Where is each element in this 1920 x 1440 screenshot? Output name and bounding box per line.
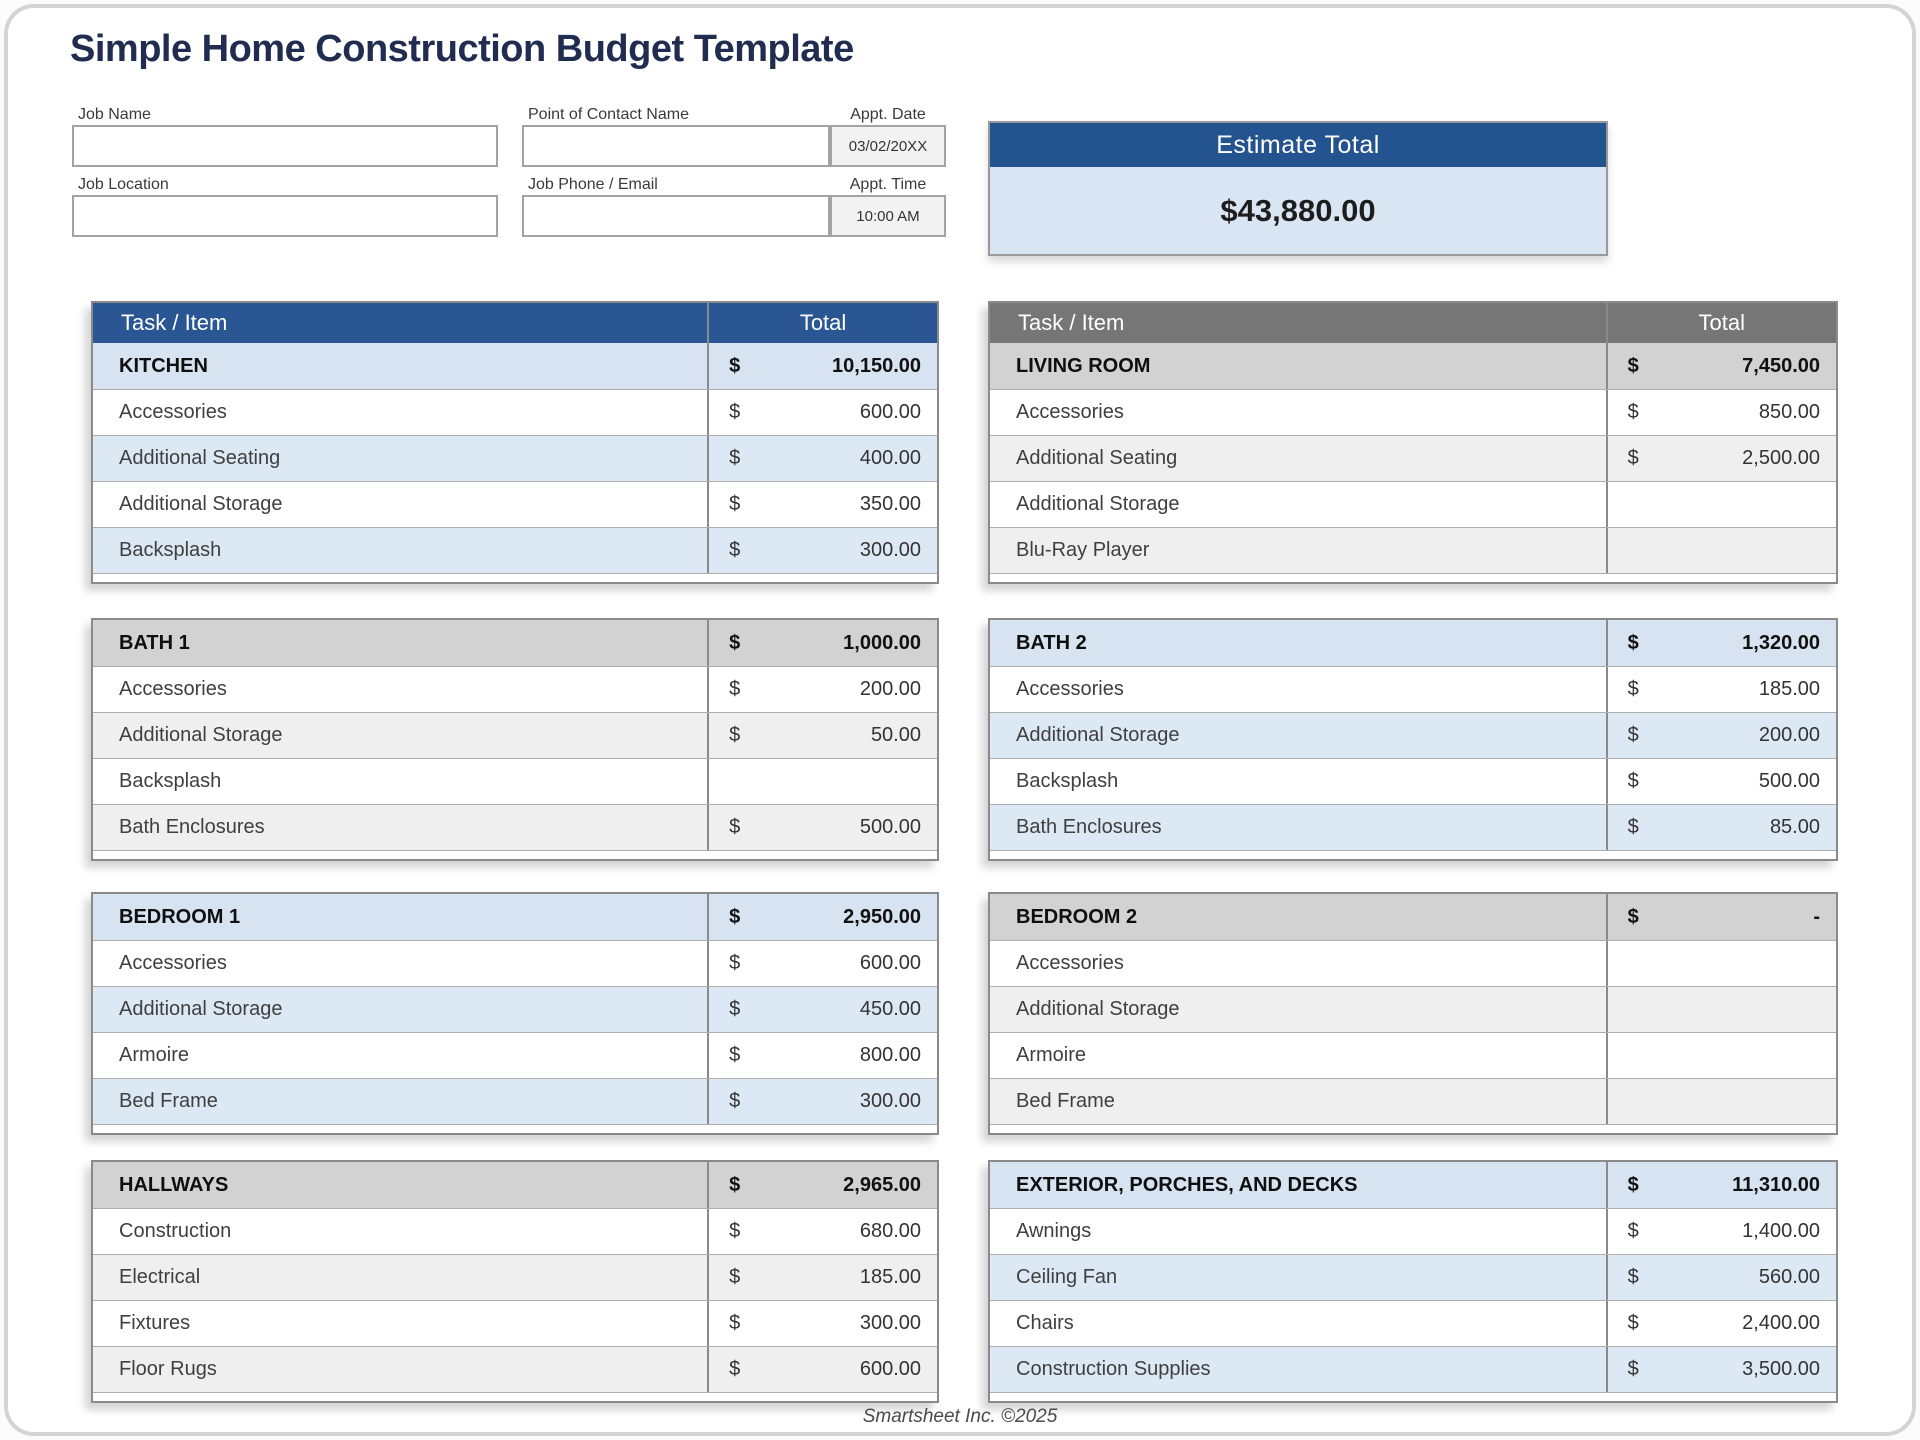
- currency-symbol: $: [729, 354, 741, 377]
- currency-symbol: $: [729, 724, 741, 746]
- item-name-cell: Bed Frame: [93, 1079, 709, 1124]
- item-total-cell: [1608, 805, 1836, 850]
- item-row: [93, 435, 937, 481]
- amount-value: 2,400.00: [1742, 1312, 1820, 1334]
- section-total-cell: [709, 1162, 937, 1208]
- section-row-living-room: [990, 343, 1836, 389]
- item-row: [990, 666, 1836, 712]
- estimate-total-box: [988, 121, 1608, 256]
- item-row: [93, 986, 937, 1032]
- amount-value: 1,000.00: [843, 631, 921, 654]
- item-row: [990, 1078, 1836, 1124]
- amount-value: 2,500.00: [1742, 447, 1820, 469]
- item-total-cell: [709, 987, 937, 1032]
- item-name-cell: Construction: [93, 1209, 709, 1254]
- item-total-cell: [709, 528, 937, 573]
- item-name-cell: Additional Storage: [990, 713, 1608, 758]
- currency-symbol: $: [729, 493, 741, 515]
- section-table-bedroom-1: [91, 892, 939, 1135]
- amount-value: 2,950.00: [843, 905, 921, 928]
- item-row: [990, 1254, 1836, 1300]
- currency-symbol: $: [729, 401, 741, 423]
- amount-value: 50.00: [870, 724, 921, 746]
- amount-value: 500.00: [859, 816, 921, 838]
- partial-row-sliver: [990, 573, 1836, 582]
- currency-symbol: $: [729, 1266, 741, 1288]
- section-table-kitchen: [91, 301, 939, 584]
- currency-symbol: $: [1627, 1358, 1639, 1380]
- currency-symbol: $: [729, 447, 741, 469]
- section-table-hallways: [91, 1160, 939, 1403]
- item-name-cell: Armoire: [93, 1033, 709, 1078]
- item-name-cell: Floor Rugs: [93, 1347, 709, 1392]
- total-header: Total: [799, 310, 847, 335]
- appt-time-label: Appt. Time: [849, 176, 927, 193]
- appt-date-field[interactable]: 03/02/20XX: [830, 125, 946, 167]
- currency-symbol: $: [1627, 354, 1639, 377]
- item-total-cell: [709, 436, 937, 481]
- currency-symbol: $: [1627, 631, 1639, 654]
- item-name-cell: Backsplash: [93, 759, 709, 804]
- currency-symbol: $: [1627, 816, 1639, 838]
- item-row: [93, 1254, 937, 1300]
- section-name-cell: EXTERIOR, PORCHES, AND DECKS: [990, 1162, 1608, 1208]
- section-total-cell: [1608, 1162, 1836, 1208]
- partial-row-sliver: [93, 1392, 937, 1401]
- amount-value: 7,450.00: [1742, 354, 1820, 377]
- amount-value: 2,965.00: [843, 1173, 921, 1196]
- amount-value: 680.00: [859, 1220, 921, 1242]
- item-row: [990, 1208, 1836, 1254]
- section-name-cell: HALLWAYS: [93, 1162, 709, 1208]
- section-total-cell: [709, 620, 937, 666]
- item-row: [93, 666, 937, 712]
- currency-symbol: $: [729, 1173, 741, 1196]
- item-total-cell: [1608, 987, 1836, 1032]
- currency-symbol: $: [729, 1220, 741, 1242]
- item-name-cell: Additional Seating: [93, 436, 709, 481]
- task-item-header: Task / Item: [990, 303, 1608, 343]
- item-total-cell: [1608, 759, 1836, 804]
- item-name-cell: Electrical: [93, 1255, 709, 1300]
- job-location-input[interactable]: [72, 195, 498, 237]
- item-name-cell: Chairs: [990, 1301, 1608, 1346]
- item-name-cell: Accessories: [990, 667, 1608, 712]
- item-total-cell: [709, 759, 937, 804]
- section-name-cell: BEDROOM 2: [990, 894, 1608, 940]
- item-row: [990, 804, 1836, 850]
- amount-value: 85.00: [1769, 816, 1820, 838]
- item-total-cell: [1608, 390, 1836, 435]
- amount-value: 200.00: [859, 678, 921, 700]
- item-total-cell: [1608, 528, 1836, 573]
- item-row: [990, 1300, 1836, 1346]
- item-name-cell: Additional Storage: [990, 987, 1608, 1032]
- item-row: [990, 527, 1836, 573]
- section-row-hallways: [93, 1162, 937, 1208]
- item-total-cell: [1608, 482, 1836, 527]
- job-name-label: Job Name: [78, 106, 151, 123]
- currency-symbol: $: [1627, 401, 1639, 423]
- amount-value: 200.00: [1758, 724, 1820, 746]
- item-total-cell: [709, 482, 937, 527]
- currency-symbol: $: [729, 539, 741, 561]
- item-name-cell: Accessories: [93, 390, 709, 435]
- item-total-cell: [709, 805, 937, 850]
- item-name-cell: Armoire: [990, 1033, 1608, 1078]
- section-name-cell: BEDROOM 1: [93, 894, 709, 940]
- amount-value: 300.00: [859, 1312, 921, 1334]
- item-row: [93, 804, 937, 850]
- section-name-cell: LIVING ROOM: [990, 343, 1608, 389]
- section-row-bedroom-1: [93, 894, 937, 940]
- item-name-cell: Bed Frame: [990, 1079, 1608, 1124]
- currency-symbol: $: [1627, 1220, 1639, 1242]
- item-total-cell: [1608, 1209, 1836, 1254]
- item-row: [990, 986, 1836, 1032]
- section-row-kitchen: [93, 343, 937, 389]
- item-name-cell: Construction Supplies: [990, 1347, 1608, 1392]
- amount-value: 300.00: [859, 539, 921, 561]
- currency-symbol: $: [729, 952, 741, 974]
- item-row: [93, 389, 937, 435]
- item-name-cell: Bath Enclosures: [93, 805, 709, 850]
- item-total-cell: [709, 941, 937, 986]
- item-name-cell: Additional Storage: [93, 482, 709, 527]
- footer-credit: Smartsheet Inc. ©2025: [862, 1406, 1058, 1427]
- currency-symbol: $: [729, 998, 741, 1020]
- section-total-cell: [709, 343, 937, 389]
- currency-symbol: $: [729, 1044, 741, 1066]
- section-row-bath-1: [93, 620, 937, 666]
- amount-value: 1,320.00: [1742, 631, 1820, 654]
- item-total-cell: [1608, 1301, 1836, 1346]
- item-name-cell: Additional Storage: [93, 713, 709, 758]
- item-total-cell: [709, 1079, 937, 1124]
- item-name-cell: Additional Storage: [990, 482, 1608, 527]
- amount-value: 800.00: [859, 1044, 921, 1066]
- contact-name-label: Point of Contact Name: [528, 106, 689, 123]
- item-row: [93, 1346, 937, 1392]
- partial-row-sliver: [990, 850, 1836, 859]
- item-total-cell: [1608, 667, 1836, 712]
- item-total-cell: [709, 667, 937, 712]
- item-total-cell: [709, 1255, 937, 1300]
- section-total-cell: [1608, 343, 1836, 389]
- item-row: [990, 1032, 1836, 1078]
- partial-row-sliver: [990, 1124, 1836, 1133]
- amount-value: -: [1813, 905, 1820, 928]
- currency-symbol: $: [729, 905, 741, 928]
- item-name-cell: Fixtures: [93, 1301, 709, 1346]
- section-table-living-room: [988, 301, 1838, 584]
- section-row-exterior-porches-and-decks: [990, 1162, 1836, 1208]
- item-row: [93, 1078, 937, 1124]
- task-item-header: Task / Item: [93, 303, 709, 343]
- job-location-label: Job Location: [78, 176, 169, 193]
- item-row: [93, 481, 937, 527]
- currency-symbol: $: [1627, 770, 1639, 792]
- section-total-cell: [1608, 620, 1836, 666]
- currency-symbol: $: [1627, 1266, 1639, 1288]
- phone-email-input[interactable]: [522, 195, 830, 237]
- currency-symbol: $: [729, 631, 741, 654]
- item-total-cell: [1608, 1033, 1836, 1078]
- item-row: [990, 712, 1836, 758]
- item-name-cell: Backsplash: [990, 759, 1608, 804]
- amount-value: 850.00: [1758, 401, 1820, 423]
- amount-value: 400.00: [859, 447, 921, 469]
- amount-value: 350.00: [859, 493, 921, 515]
- item-row: [990, 389, 1836, 435]
- currency-symbol: $: [729, 816, 741, 838]
- currency-symbol: $: [1627, 1173, 1639, 1196]
- partial-row-sliver: [93, 573, 937, 582]
- page-title: Simple Home Construction Budget Template: [70, 28, 854, 70]
- currency-symbol: $: [729, 1358, 741, 1380]
- currency-symbol: $: [729, 1312, 741, 1334]
- item-total-cell: [1608, 941, 1836, 986]
- item-name-cell: Bath Enclosures: [990, 805, 1608, 850]
- item-name-cell: Additional Seating: [990, 436, 1608, 481]
- item-total-cell: [709, 713, 937, 758]
- item-total-cell: [709, 1209, 937, 1254]
- section-table-bath-2: [988, 618, 1838, 861]
- section-row-bedroom-2: [990, 894, 1836, 940]
- item-row: [93, 527, 937, 573]
- currency-symbol: $: [1627, 905, 1639, 928]
- currency-symbol: $: [729, 678, 741, 700]
- amount-value: 450.00: [859, 998, 921, 1020]
- total-header: Total: [1698, 310, 1746, 335]
- amount-value: 560.00: [1758, 1266, 1820, 1288]
- estimate-total-title: Estimate Total: [990, 123, 1606, 167]
- amount-value: 3,500.00: [1742, 1358, 1820, 1380]
- item-total-cell: [1608, 1079, 1836, 1124]
- job-name-input[interactable]: [72, 125, 498, 167]
- section-total-cell: [1608, 894, 1836, 940]
- currency-symbol: $: [1627, 678, 1639, 700]
- partial-row-sliver: [93, 1124, 937, 1133]
- partial-row-sliver: [93, 850, 937, 859]
- item-name-cell: Accessories: [93, 941, 709, 986]
- item-row: [990, 758, 1836, 804]
- item-total-cell: [709, 1347, 937, 1392]
- amount-value: 500.00: [1758, 770, 1820, 792]
- section-name-cell: KITCHEN: [93, 343, 709, 389]
- item-name-cell: Backsplash: [93, 528, 709, 573]
- amount-value: 185.00: [859, 1266, 921, 1288]
- item-row: [990, 940, 1836, 986]
- section-name-cell: BATH 1: [93, 620, 709, 666]
- item-total-cell: [1608, 1347, 1836, 1392]
- item-total-cell: [709, 1033, 937, 1078]
- amount-value: 185.00: [1758, 678, 1820, 700]
- currency-symbol: $: [1627, 447, 1639, 469]
- item-name-cell: Accessories: [990, 390, 1608, 435]
- amount-value: 11,310.00: [1732, 1173, 1820, 1196]
- table-header-row: [93, 303, 937, 343]
- item-row: [93, 758, 937, 804]
- item-row: [990, 435, 1836, 481]
- section-name-cell: BATH 2: [990, 620, 1608, 666]
- amount-value: 10,150.00: [832, 354, 921, 377]
- item-total-cell: [1608, 1255, 1836, 1300]
- amount-value: 600.00: [859, 1358, 921, 1380]
- item-row: [990, 481, 1836, 527]
- item-total-cell: [709, 1301, 937, 1346]
- item-row: [990, 1346, 1836, 1392]
- amount-value: 1,400.00: [1742, 1220, 1820, 1242]
- currency-symbol: $: [729, 1090, 741, 1112]
- section-total-cell: [709, 894, 937, 940]
- estimate-total-value: $43,880.00: [990, 167, 1606, 254]
- appt-time-field[interactable]: 10:00 AM: [830, 195, 946, 237]
- table-header-row: [990, 303, 1836, 343]
- item-name-cell: Accessories: [990, 941, 1608, 986]
- item-name-cell: Additional Storage: [93, 987, 709, 1032]
- item-row: [93, 1032, 937, 1078]
- budget-document: [4, 4, 1916, 1436]
- currency-symbol: $: [1627, 724, 1639, 746]
- item-total-cell: [1608, 713, 1836, 758]
- item-row: [93, 1208, 937, 1254]
- contact-name-input[interactable]: [522, 125, 830, 167]
- item-row: [93, 712, 937, 758]
- amount-value: 600.00: [859, 952, 921, 974]
- currency-symbol: $: [1627, 1312, 1639, 1334]
- amount-value: 300.00: [859, 1090, 921, 1112]
- phone-email-label: Job Phone / Email: [528, 176, 658, 193]
- item-name-cell: Blu-Ray Player: [990, 528, 1608, 573]
- item-name-cell: Awnings: [990, 1209, 1608, 1254]
- section-row-bath-2: [990, 620, 1836, 666]
- amount-value: 600.00: [859, 401, 921, 423]
- item-name-cell: Ceiling Fan: [990, 1255, 1608, 1300]
- item-total-cell: [1608, 436, 1836, 481]
- section-table-bedroom-2: [988, 892, 1838, 1135]
- item-row: [93, 1300, 937, 1346]
- appt-date-label: Appt. Date: [850, 106, 926, 123]
- section-table-exterior-porches-and-decks: [988, 1160, 1838, 1403]
- item-total-cell: [709, 390, 937, 435]
- partial-row-sliver: [990, 1392, 1836, 1401]
- section-table-bath-1: [91, 618, 939, 861]
- item-row: [93, 940, 937, 986]
- item-name-cell: Accessories: [93, 667, 709, 712]
